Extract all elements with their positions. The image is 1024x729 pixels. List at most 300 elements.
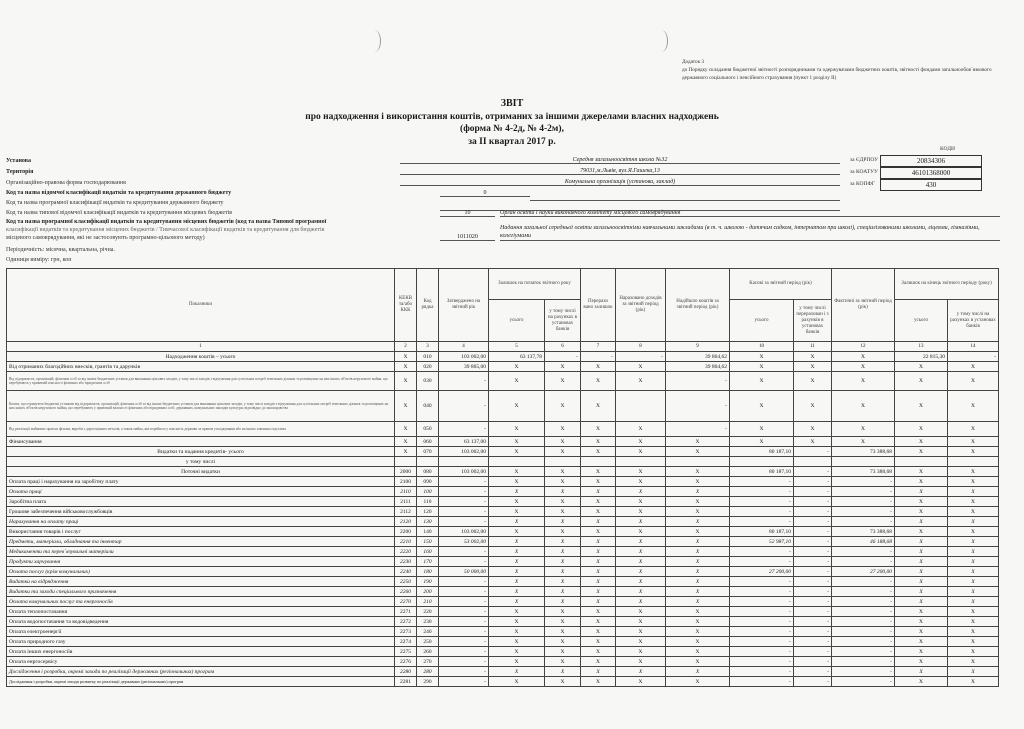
cell-c10: - — [730, 637, 794, 647]
cell-c13: 22 815,30 — [895, 352, 948, 362]
cell-c4: - — [439, 677, 489, 687]
cell-c9: X — [666, 567, 730, 577]
cell-c10: X — [730, 437, 794, 447]
cell-c14: X — [948, 567, 999, 577]
row-label: Оплата електроенергії — [7, 627, 395, 637]
cell-c7: X — [581, 467, 616, 477]
row-label: Оплата енргосервісу — [7, 657, 395, 667]
cell-c8: X — [616, 362, 666, 372]
cell-c14: X — [948, 527, 999, 537]
table-row — [7, 647, 999, 657]
cell-c6: X — [545, 467, 581, 477]
header-indicators: Показники — [7, 269, 395, 342]
cell-kekv: 2000 — [395, 467, 417, 477]
cell-c10: 80 187,10 — [730, 527, 794, 537]
row-label: у тому числі — [7, 457, 395, 467]
table-row — [7, 422, 999, 437]
column-number: 4 — [439, 342, 489, 352]
cell-c12: X — [832, 372, 895, 391]
punch-hole-mark — [368, 30, 381, 52]
table-row — [7, 487, 999, 497]
cell-c7: X — [581, 447, 616, 457]
cell-c6: X — [545, 667, 581, 677]
cell-c12: 27 200,00 — [832, 567, 895, 577]
header-approved: Затверджено на звітний рік — [439, 269, 489, 342]
row-label: Видатки на відрядження — [7, 577, 395, 587]
cell-kekv: 2110 — [395, 487, 417, 497]
cell-c14: X — [948, 362, 999, 372]
territory-value: 79031,м.Львів, вул.Я.Гашека,13 — [400, 168, 840, 175]
cell-c7: X — [581, 557, 616, 567]
table-row — [7, 497, 999, 507]
cell-c13: X — [895, 477, 948, 487]
annex-line-1: Додаток 3 — [682, 59, 704, 65]
report-subtitle: про надходження і використання коштів, отриманих за іншими джерелами власних надходжень — [305, 112, 719, 122]
cell-c14: X — [948, 372, 999, 391]
cell-c8: X — [616, 477, 666, 487]
cell-c6 — [545, 457, 581, 467]
row-label: Фінансування — [7, 437, 395, 447]
cell-c4: 50 000,00 — [439, 567, 489, 577]
cell-c11: - — [794, 517, 832, 527]
cell-code: 220 — [417, 607, 439, 617]
cell-c8: X — [616, 587, 666, 597]
cell-c6: X — [545, 362, 581, 372]
cell-c8: X — [616, 467, 666, 477]
cell-c10: - — [730, 507, 794, 517]
cell-c10: X — [730, 362, 794, 372]
cell-code: 170 — [417, 557, 439, 567]
cell-c14: X — [948, 497, 999, 507]
row-label: Від реалізації майнових прав на фільми, вироби з дорогоцінних металів, а також майна, яке перейшло у власність держави за правом успадкування або на інших законних підставах — [7, 422, 395, 437]
cell-c7: - — [581, 352, 616, 362]
cell-kekv: 2272 — [395, 617, 417, 627]
typical-dept-code: 10 — [440, 210, 495, 217]
cell-c4: - — [439, 617, 489, 627]
cell-kekv: 2120 — [395, 517, 417, 527]
cell-c5: X — [489, 527, 545, 537]
cell-c12: - — [832, 627, 895, 637]
cell-code: 230 — [417, 617, 439, 627]
cell-c12: - — [832, 657, 895, 667]
column-number: 8 — [616, 342, 666, 352]
cell-c9: X — [666, 647, 730, 657]
row-label: Оплата праці і нарахування на заробітну плату — [7, 477, 395, 487]
cell-c10: - — [730, 597, 794, 607]
column-number: 3 — [417, 342, 439, 352]
cell-c11: - — [794, 637, 832, 647]
cell-code: 160 — [417, 547, 439, 557]
cell-c9: X — [666, 597, 730, 607]
cell-c4: - — [439, 517, 489, 527]
report-period: за II квартал 2017 р. — [468, 137, 556, 147]
cell-c5: X — [489, 467, 545, 477]
cell-c5: X — [489, 517, 545, 527]
cell-kekv: 2270 — [395, 597, 417, 607]
row-label: Продукти харчування — [7, 557, 395, 567]
cell-c8: X — [616, 422, 666, 437]
cell-c6: X — [545, 627, 581, 637]
cell-c7: X — [581, 437, 616, 447]
prog-local-code: 1011020 — [440, 234, 495, 241]
cell-c10: - — [730, 517, 794, 527]
cell-kekv: 2273 — [395, 627, 417, 637]
cell-c4: - — [439, 422, 489, 437]
cell-c4 — [439, 457, 489, 467]
cell-c10: X — [730, 391, 794, 422]
cell-c7: X — [581, 517, 616, 527]
cell-c5: X — [489, 391, 545, 422]
cell-c14: X — [948, 677, 999, 687]
cell-c14: X — [948, 507, 999, 517]
cell-kekv: X — [395, 447, 417, 457]
cell-c9: X — [666, 587, 730, 597]
table-row — [7, 447, 999, 457]
table-row — [7, 597, 999, 607]
cell-c5: X — [489, 362, 545, 372]
cell-c7: X — [581, 627, 616, 637]
cell-c9: 39 864,62 — [666, 352, 730, 362]
cell-c9: X — [666, 437, 730, 447]
table-body — [7, 352, 999, 687]
cell-code — [417, 457, 439, 467]
cell-c13: X — [895, 607, 948, 617]
cell-kekv: X — [395, 372, 417, 391]
cell-c8: X — [616, 517, 666, 527]
cell-c14: X — [948, 647, 999, 657]
cell-c7: X — [581, 567, 616, 577]
cell-code: 180 — [417, 567, 439, 577]
cell-c12: 73 388,68 — [832, 447, 895, 457]
cell-c14: X — [948, 517, 999, 527]
cell-c7: X — [581, 657, 616, 667]
cell-c8: X — [616, 447, 666, 457]
cell-c11: X — [794, 422, 832, 437]
cell-c9: X — [666, 547, 730, 557]
table-row — [7, 627, 999, 637]
cell-c13: X — [895, 437, 948, 447]
cell-c12: - — [832, 677, 895, 687]
cell-c6: X — [545, 372, 581, 391]
cell-c13: X — [895, 627, 948, 637]
table-row — [7, 617, 999, 627]
table-row — [7, 607, 999, 617]
cell-c5: X — [489, 627, 545, 637]
table-row — [7, 517, 999, 527]
table-row — [7, 557, 999, 567]
cell-kekv: X — [395, 362, 417, 372]
cell-c10: 52 987,10 — [730, 537, 794, 547]
cell-c13: X — [895, 422, 948, 437]
org-form-value: Комунальна організація (установа, заклад) — [400, 179, 840, 186]
cell-c4: - — [439, 372, 489, 391]
cell-c5: X — [489, 607, 545, 617]
cell-c9: X — [666, 507, 730, 517]
cell-code: 140 — [417, 527, 439, 537]
cell-c11: - — [794, 667, 832, 677]
cell-c11: - — [794, 467, 832, 477]
cell-c12: - — [832, 617, 895, 627]
cell-c11: X — [794, 372, 832, 391]
cell-c7: X — [581, 587, 616, 597]
header-row-code: Код рядка — [417, 269, 439, 342]
cell-c4: - — [439, 607, 489, 617]
header-actual: Фактичні за звітний період (рік) — [832, 269, 895, 342]
cell-c9: - — [666, 391, 730, 422]
row-label: Від отриманих благодійних внесків, грантів та дарунків — [7, 362, 395, 372]
cell-kekv: 2240 — [395, 567, 417, 577]
cell-c5: X — [489, 422, 545, 437]
cell-code: 120 — [417, 507, 439, 517]
cell-kekv: 2274 — [395, 637, 417, 647]
cell-c12: - — [832, 557, 895, 567]
cell-c4: - — [439, 547, 489, 557]
column-number: 9 — [666, 342, 730, 352]
cell-c8: X — [616, 667, 666, 677]
cell-code: 210 — [417, 597, 439, 607]
cell-c9: X — [666, 577, 730, 587]
cell-c13: X — [895, 487, 948, 497]
cell-code: 250 — [417, 637, 439, 647]
cell-c12: - — [832, 487, 895, 497]
cell-c9: X — [666, 667, 730, 677]
punch-hole-mark — [655, 30, 668, 52]
cell-c13: X — [895, 557, 948, 567]
row-label: Видатки та заходи спеціального призначення — [7, 587, 395, 597]
cell-code: 030 — [417, 372, 439, 391]
cell-c9: X — [666, 467, 730, 477]
row-label: Медикаменти та перев`язувальні матеріали — [7, 547, 395, 557]
cell-c4: 63 137,00 — [439, 437, 489, 447]
cell-c11: - — [794, 557, 832, 567]
dept-code-value: 0 — [440, 190, 530, 197]
cell-c9: X — [666, 447, 730, 457]
cell-c11: - — [794, 507, 832, 517]
row-label: Оплата праці — [7, 487, 395, 497]
cell-c14: X — [948, 667, 999, 677]
cell-c12: - — [832, 517, 895, 527]
cell-kekv: X — [395, 437, 417, 447]
table-row — [7, 547, 999, 557]
cell-c11: - — [794, 537, 832, 547]
cell-c9 — [666, 457, 730, 467]
cell-c6: X — [545, 617, 581, 627]
prog-local-label-1: Код та назва програмної класифікації видатків та кредитування місцевих бюджетів (код та назва Типової програмної — [6, 219, 327, 225]
cell-c12: - — [832, 507, 895, 517]
cell-c6: X — [545, 657, 581, 667]
cell-c6: X — [545, 527, 581, 537]
cell-code: 090 — [417, 477, 439, 487]
cell-c4: - — [439, 391, 489, 422]
periodicity: Періодичність: місячна, квартальна, річна. — [6, 247, 115, 253]
table-row — [7, 457, 999, 467]
cell-code: 010 — [417, 352, 439, 362]
column-number: 5 — [489, 342, 545, 352]
cell-c11: - — [794, 527, 832, 537]
cell-c10: - — [730, 577, 794, 587]
cell-code: 070 — [417, 447, 439, 457]
report-form: (форма № 4-2д, № 4-2м), — [460, 124, 564, 134]
cell-c4: - — [439, 487, 489, 497]
row-label: Оплата природного газу — [7, 637, 395, 647]
cell-c13: X — [895, 647, 948, 657]
cell-c7: X — [581, 527, 616, 537]
column-number: 12 — [832, 342, 895, 352]
annex-line-2: до Порядку складання бюджетної звітності розпорядниками та одержувачами бюджетних коштів, звітності фондами загальнообов`язкового державного соціального і пенсійного страхування (пункт 1 розділу II) — [682, 67, 992, 81]
cell-c7: X — [581, 597, 616, 607]
cell-c13: X — [895, 577, 948, 587]
cell-c12: - — [832, 597, 895, 607]
table-row — [7, 657, 999, 667]
header-received: Надійшло коштів за звітний період (рік) — [666, 269, 730, 342]
cell-c9: X — [666, 607, 730, 617]
cell-c7: X — [581, 487, 616, 497]
cell-c14 — [948, 457, 999, 467]
cell-c4: - — [439, 557, 489, 567]
cell-code: 020 — [417, 362, 439, 372]
cell-c13: X — [895, 567, 948, 577]
cell-c13: X — [895, 362, 948, 372]
cell-c7 — [581, 457, 616, 467]
cell-code: 040 — [417, 391, 439, 422]
prog-local-label-2: класифікації видатків та кредитування місцевих бюджетів / Тимчасової класифікації видатків та кредитування для бюджетів — [6, 227, 325, 233]
cell-c5: X — [489, 477, 545, 487]
cell-c4: - — [439, 637, 489, 647]
row-label: Нарахування на оплату праці — [7, 517, 395, 527]
cell-c14: X — [948, 477, 999, 487]
territory-label: Територія — [6, 169, 34, 175]
dept-code-label: Код та назва відомчої класифікації видатків та кредитування державного бюджету — [6, 190, 232, 196]
cell-c4: 103 002,00 — [439, 467, 489, 477]
cell-c11: - — [794, 547, 832, 557]
cell-c7: X — [581, 422, 616, 437]
cell-c12: - — [832, 497, 895, 507]
cell-c12: X — [832, 362, 895, 372]
cell-kekv — [395, 457, 417, 467]
cell-c13: X — [895, 447, 948, 457]
cell-c6: X — [545, 487, 581, 497]
cell-c11: - — [794, 487, 832, 497]
cell-c14: X — [948, 657, 999, 667]
row-label: Заробітна плата — [7, 497, 395, 507]
table-row — [7, 527, 999, 537]
cell-kekv: 2250 — [395, 577, 417, 587]
cell-c10: X — [730, 372, 794, 391]
institution-value: Середня загальноосвітня школа №32 — [400, 157, 840, 164]
cell-c12: - — [832, 667, 895, 677]
cell-c13: X — [895, 587, 948, 597]
cell-kekv: 2210 — [395, 537, 417, 547]
cell-c5: X — [489, 587, 545, 597]
table-row — [7, 372, 999, 391]
cell-c4: 103 002,00 — [439, 352, 489, 362]
cell-c11: - — [794, 497, 832, 507]
header-transferred: Перерахо вано залишок — [581, 269, 616, 342]
cell-c9: - — [666, 422, 730, 437]
row-label: Оплата теплопостачання — [7, 607, 395, 617]
cell-c9: X — [666, 617, 730, 627]
cell-c7: X — [581, 537, 616, 547]
header-kekv: КЕКВ та/або ККК — [395, 269, 417, 342]
cell-c10: - — [730, 547, 794, 557]
cell-kekv: 2112 — [395, 507, 417, 517]
cell-c14: X — [948, 422, 999, 437]
cell-c12: - — [832, 647, 895, 657]
cell-c11: - — [794, 577, 832, 587]
edrpou-code: 20834306 — [880, 155, 982, 167]
cell-c9: X — [666, 537, 730, 547]
cell-c10: 27 200,00 — [730, 567, 794, 577]
cell-c8: X — [616, 627, 666, 637]
column-number: 1 — [7, 342, 395, 352]
cell-c4: - — [439, 657, 489, 667]
header-balance-start: Залишок на початок звітного року — [489, 269, 581, 300]
cell-c8: X — [616, 437, 666, 447]
cell-c6: X — [545, 577, 581, 587]
cell-c8: X — [616, 637, 666, 647]
cell-c8: X — [616, 567, 666, 577]
cell-c6: X — [545, 557, 581, 567]
cell-code: 290 — [417, 677, 439, 687]
table-row — [7, 537, 999, 547]
row-label: Видатки та надання кредитів- усього — [7, 447, 395, 457]
cell-c8: - — [616, 352, 666, 362]
table-row — [7, 677, 999, 687]
cell-c14: X — [948, 391, 999, 422]
cell-c10 — [730, 457, 794, 467]
cell-c8: X — [616, 547, 666, 557]
table-row — [7, 577, 999, 587]
cell-c6: X — [545, 422, 581, 437]
cell-c6: X — [545, 437, 581, 447]
cell-c10: 80 187,10 — [730, 447, 794, 457]
cell-c5: X — [489, 507, 545, 517]
row-label: Грошове забезпечення військовослужбовців — [7, 507, 395, 517]
cell-c8 — [616, 391, 666, 422]
cell-c9: X — [666, 637, 730, 647]
cell-c13 — [895, 457, 948, 467]
cell-c11: - — [794, 477, 832, 487]
typical-dept-label: Код та назва типової відомчої класифікації видатків та кредитування місцевих бюджетів — [6, 210, 233, 216]
cell-c13: X — [895, 372, 948, 391]
cell-kekv: 2230 — [395, 557, 417, 567]
unit: Одиниця виміру: грн, коп — [6, 257, 72, 263]
cell-c7: X — [581, 477, 616, 487]
cell-c8: X — [616, 497, 666, 507]
cell-c6: X — [545, 477, 581, 487]
cell-c4: 39 865,00 — [439, 362, 489, 372]
cell-c12: X — [832, 437, 895, 447]
cell-c5: X — [489, 557, 545, 567]
cell-c5: X — [489, 537, 545, 547]
cell-c11: - — [794, 617, 832, 627]
cell-c7: X — [581, 577, 616, 587]
column-number: 2 — [395, 342, 417, 352]
cell-code: 280 — [417, 667, 439, 677]
table-row — [7, 352, 999, 362]
cell-kekv: 2275 — [395, 647, 417, 657]
column-numbers-row — [7, 342, 999, 352]
koatuu-code: 46101368000 — [880, 167, 982, 179]
cell-c12: - — [832, 607, 895, 617]
cell-c6: X — [545, 677, 581, 687]
row-label: Від підприємств, організацій, фізичних осіб та від інших бюджетних установ для виконання цільових заходів, у тому числі заходів з відчуження для суспільних потреб земельних ділянок та розміщених на них інших об'єктів нерухомого майна, що перебувають у приватній власності фізичних або юридичних осіб — [7, 372, 395, 391]
cell-code: 150 — [417, 537, 439, 547]
cell-c10: - — [730, 667, 794, 677]
cell-c13: X — [895, 537, 948, 547]
cell-c11: - — [794, 567, 832, 577]
cell-c10: - — [730, 477, 794, 487]
